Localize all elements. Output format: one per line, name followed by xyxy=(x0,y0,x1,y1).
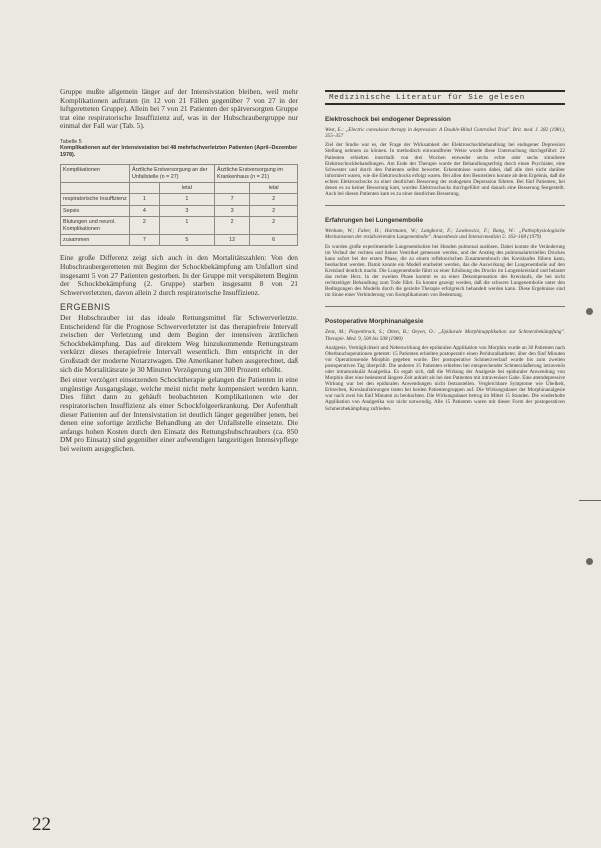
article-reference: Wenham, W.; Faber, H.; Hartmann, W.; Langhorst, F.; Lawkowicz, F.; Rang, W.: „Pathophysiologische Mechanismen der rezidivierenden Lungenembolie". Anaesthesie und Intensivmedizin 5: 163–168 (1979) xyxy=(325,228,565,241)
table-subheader xyxy=(61,183,130,194)
paragraph-result-2: Bei einer verzögert einsetzenden Schocktherapie gelangen die Patienten in eine ungünstige Ausgangslage, welche meist nicht mehr kompensiert werden kann. Dies führt dann zu gehäuft beobachteten Komplikationen wie der respiratorischen Insuffizienz als einer Schockfolgeerkrankung. Der Aufenthalt dieser Patienten auf der Intensivstation ist deutlich länger gegenüber jenen, bei denen eine sofortige ärztliche Behandlung an der Unfallstelle einsetzte. Die anfangs hohen Kosten durch den Einsatz des Rettungshubschraubers (ca. 850 DM pro Einsatz) sind gegenüber einer aufwendigen langzeitigen Intensivpflege bei weitem ausgeglichen. xyxy=(60,375,298,453)
table-row xyxy=(61,205,298,216)
table-header-row xyxy=(61,165,298,183)
table-subheader-row xyxy=(61,183,298,194)
table-row-total xyxy=(61,235,298,246)
article-reference: Zenz, M.; Piepenbrock, S.; Otten, B.; Oeyen, O.: „Epidurale Morphinapplikation zur Schmerzbekämpfung". Therapie. Med. 9, 500 bis 508 (1980) xyxy=(325,329,565,342)
table-cell: 2 xyxy=(250,205,298,216)
table-label: Tabelle 5 xyxy=(60,138,82,145)
table-cell: 2 xyxy=(129,217,159,235)
left-column xyxy=(60,88,298,456)
section-banner: Medizinische Literatur für Sie gelesen xyxy=(325,90,565,105)
table-header: Komplikationen xyxy=(61,165,130,183)
divider xyxy=(325,306,565,307)
table-cell: 1 xyxy=(159,217,214,235)
table-cell: 2 xyxy=(250,217,298,235)
table-cell: 3 xyxy=(159,205,214,216)
table-cell: 1 xyxy=(159,194,214,205)
table-subheader: letal xyxy=(159,183,214,194)
paragraph-intro: Gruppe mußte allgemein länger auf der Intensivstation bleiben, weil mehr Komplikationen auftraten (in 12 von 21 Fällen gegenüber 7 von 27 in der luftgeretteten Gruppe). Allein bei 7 von 21 Patienten der spätversorgten Gruppe trat eine respiratorische Insuffizienz auf, was in der Hubschraubergruppe nur einmal der Fall war (Tab. 5). xyxy=(60,87,298,131)
article-body: Ziel der Studie war es, der Frage der Wirksamkeit der Elektroschockbehandlung bei endogener Depression Stellung nehmen zu können. In methodisch einwandfreier Weise wurde diese Untersuchung durchgeführt: 22 Patienten erhielten innerhalb von drei Wochen entweder sechs echte oder sechs simulierte Elektroschockbehandlungen. Am Ende der Therapie wurde der Behandlungserfolg durch einen Psychiater, eine Schwester und durch den Patienten selbst bewertet. Erkenntnisse waren dabei, daß alle drei nicht darüber informiert waren, wie die Elektroschocks erfolgt waren. Bei allen drei Beurteilern konnte ab dem Ergebnis, daß die echten Elektroschocks zu einer deutlichen Besserung der endogenen Depression führten. Bei fünf Patienten, bei denen es zu keiner Besserung kam, wurden Elektroschocks durchgeführt und danach eine Besserung festgestellt. Auch bei diesen Patienten kam es zu einer deutlichen Besserung. xyxy=(325,142,565,198)
table-subheader xyxy=(129,183,159,194)
table-cell: 6 xyxy=(250,235,298,246)
binder-hole-icon xyxy=(586,558,593,565)
article-body: Es wurden große experimentelle Lungenembolien bei Hunden pulmonal auslösen. Dabei konnte die Veränderung im Verlauf der rechten und linken Ventrikel gemessen werden, und der Anstieg des pulmonalarteriellen Druckes kann sofort bei der ersten Phase, die zu einem reflektorischen Zusammenbruch des Kreislaufes führen kann, beobachtet werden. Damit konnte ein Modell erarbeitet werden, das die Auswirkung der Lungenembolie auf den Kreislauf deutlich macht. Die Lungenembolie führt zu einer Erhöhung des Drucks im Lungenkreislauf und belastet das rechte Herz. In der zweiten Phase kommt es zu einer Dekompensation des Kreislaufs, die bei nicht rechtzeitiger Behandlung zum Tode führt. Es konnte gezeigt werden, daß die schwere Lungenembolie unter den Bedingungen des Modells durch die gezielte Therapie erfolgreich behandelt werden kann. Diese Ergebnisse sind im Sinne einer Verhinderung von Komplikationen von Bedeutung. xyxy=(325,243,565,299)
table-caption xyxy=(60,139,298,158)
fold-mark xyxy=(579,500,601,501)
table-cell: 2 xyxy=(215,217,250,235)
table-title: Komplikationen auf der Intensivstation bei 48 mehrfachverletzten Patienten (April–Dezember 1978). xyxy=(60,145,298,158)
article-title: Erfahrungen bei Lungenembolie xyxy=(325,217,423,225)
article-title: Postoperative Morphinanalgesie xyxy=(325,318,424,326)
page-number: 22 xyxy=(32,814,51,835)
complications-table xyxy=(60,164,298,246)
table-row xyxy=(61,194,298,205)
divider xyxy=(325,205,565,206)
binder-hole-icon xyxy=(586,308,593,315)
table-cell: Sepsis xyxy=(61,205,130,216)
table-header: Ärztliche Erstversorgung im Krankenhaus (n = 21) xyxy=(215,165,298,183)
table-subheader xyxy=(215,183,250,194)
table-cell: zusammen xyxy=(61,235,130,246)
table-cell: 3 xyxy=(215,205,250,216)
table-subheader: letal xyxy=(250,183,298,194)
article-title: Elektroschock bei endogener Depression xyxy=(325,116,451,124)
table-cell: 1 xyxy=(129,194,159,205)
table-cell: Blutungen und neurol. Komplikationen xyxy=(61,217,130,235)
table-cell: 5 xyxy=(159,235,214,246)
table-cell: respiratorische Insuffizienz xyxy=(61,194,130,205)
table-cell: 2 xyxy=(250,194,298,205)
article-body: Analgesie, Verträglichkeit und Nebenwirkung der epiduralen Applikation von Morphin wurde an 30 Patienten nach Oberbauchoperationen getestet: 15 Patienten erhielten postoperativ einen Periduralkatheter, über den fünf Minuten vor Operationsende Morphin gegeben wurde. Der postoperative Schmerzverlauf wurde bis zum zweiten postoperativen Tag überprüft. Die anderen 15 Patienten erhielten bei entsprechender Schmerzäußerung intravenös oder intramuskulär Analgetika. Es ergab sich, daß die Wirkung der Analgesie bei epiduraler Anwendung von Morphin über eine bedeutend längere Zeit anhielt als bei den Patienten mit intravenöser Gabe. Eine atemdepressive Wirkung war bei den epiduralen Anwendungen nicht festzustellen. Vergleichbare Symptome wie Übelkeit, Erbrechen, Kreislaufstörungen traten bei beiden Patientengruppen auf. Die Wirkungsdauer der Morphinanalgesie war nach zwei bis fünf Minuten zu beobachten. Die Wirkungsdauer betrug im Mittel 15 Stunden. Die wiederholte Applikation von Analgetika war nicht notwendig. Alle 15 Patienten waren mit dieser Form der postoperativen Schmerzbekämpfung zufrieden. xyxy=(325,344,565,412)
article-reference: West, E.: „Electric convulsion therapy in depression: A Double-Blind Controlled Trial". Brit. med. J. 282 (1981), 355–357 xyxy=(325,127,565,140)
table-header: Ärztliche Erstversorgung an der Unfallstelle (n = 27) xyxy=(129,165,214,183)
table-cell: 4 xyxy=(129,205,159,216)
right-column xyxy=(325,88,565,414)
table-row xyxy=(61,217,298,235)
table-cell: 7 xyxy=(129,235,159,246)
table-cell: 7 xyxy=(215,194,250,205)
table-cell: 12 xyxy=(215,235,250,246)
section-heading: ERGEBNIS xyxy=(60,302,111,313)
paragraph-result: Der Hubschrauber ist das ideale Rettungsmittel für Schwerverletzte. Entscheidend für die Prognose Schwerverletzter ist das therapiefreie Intervall zwischen der Verletzung und dem Beginn der intensiven ärztlichen Schockbekämpfung. Das auf direktem Weg hinzukommende Rettungsteam verkürzt dieses therapiefreie Intervall wesentlich. Ihm entspricht in der Großstadt der moderne Notarztwagen. Die Amerikaner haben ausgerechnet, daß sich die Mortalitätsrate je 30 Minuten Verzögerung um 300 Prozent erhöht. xyxy=(60,313,298,374)
paragraph-mortality: Eine große Differenz zeigt sich auch in den Mortalitätszahlen: Von den Hubschraubergeretteten mit Beginn der Schockbekämpfung am Unfallort sind insgesamt 5 von 27 Patienten gestorben. In der Gruppe mit verspätetem Beginn der Schockbekämpfung (2. Gruppe) starben insgesamt 8 von 21 Schwerverletzten, davon allein 2 durch respiratorische Insuffizienz. xyxy=(60,253,298,297)
